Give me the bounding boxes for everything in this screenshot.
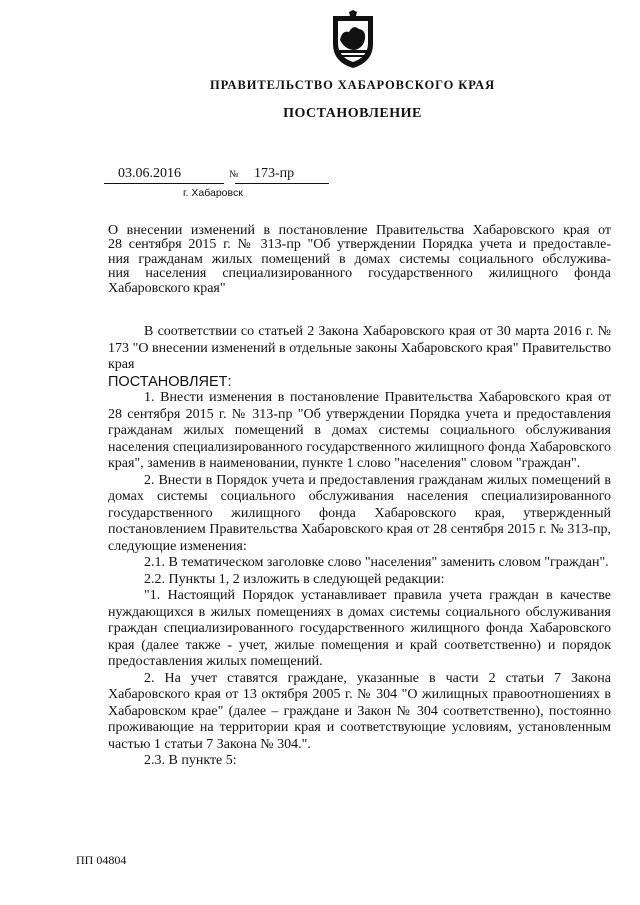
title-line: О внесении изменений в постановление Правительства Хабаровского края от	[108, 223, 611, 238]
organization-heading: ПРАВИТЕЛЬСТВО ХАБАРОВСКОГО КРАЯ	[209, 78, 496, 92]
document-city: г. Хабаровск	[183, 187, 243, 199]
paragraph-2-2: 2.2. Пункты 1, 2 изложить в следующей редакции:	[144, 571, 445, 587]
document-body	[108, 324, 611, 770]
quoted-paragraph-1: "1. Настоящий Порядок устанавливает правила учета граждан в качестве нуждающихся в жилых помещениях в домах системы социального обслуживания граждан специализированного государственного жилищного фонда Хабаровского края (далее также - учет, жилые помещения и край соответственно) и порядок предоставления жилых помещений.	[108, 588, 611, 669]
title-line: ния населения специализированного государственного жилищного фонда	[108, 266, 611, 282]
document-title	[108, 224, 611, 296]
document-date: 03.06.2016	[118, 166, 181, 181]
paragraph-2: 2. Внести в Порядок учета и предоставления гражданам жилых помещений в домах системы социального обслуживания населения специализированного государственного жилищного фонда Хабаровского края, утвержденный постановлением Правительства Хабаровского края от 28 сентября 2015 г. № 313-пр, следующие изменения:	[108, 472, 611, 554]
paragraph-1: 1. Внести изменения в постановление Правительства Хабаровского края от 28 сентября 2015 г. № 313-пр "Об утверждении Порядка учета и предоставления гражданам жилых помещений в домах системы социального обслуживания населения специализированного государственного жилищного фонда Хабаровского края", заменив в наименовании, пункте 1 слово "населения" словом "граждан".	[108, 390, 611, 471]
document-number: 173-пр	[254, 166, 295, 181]
decree-word: ПОСТАНОВЛЯЕТ:	[108, 373, 232, 390]
title-line: Хабаровского края"	[108, 280, 226, 296]
coat-of-arms-icon	[329, 10, 377, 70]
intro-paragraph: В соответствии со статьей 2 Закона Хабаровского края от 30 марта 2016 г. № 173 "О внесении изменений в отдельные законы Хабаровского края" Правительство края	[108, 324, 611, 372]
footer-code: ПП 04804	[76, 853, 127, 867]
date-underline	[104, 183, 224, 184]
title-line: 28 сентября 2015 г. № 313-пр "Об утверждении Порядка учета и предоставле-	[108, 237, 611, 253]
title-line: ния гражданам жилых помещений в домах системы социального обслужива-	[108, 251, 611, 267]
paragraph-2-3: 2.3. В пункте 5:	[144, 753, 237, 768]
number-underline	[235, 183, 329, 184]
quoted-paragraph-2: 2. На учет ставятся граждане, указанные в части 2 статьи 7 Закона Хабаровского края от 13 октября 2005 г. № 304 "О жилищных правоотношениях в Хабаровском крае" (далее – граждане и Закон № 304 соответственно), постоянно проживающие на территории края и соответствующие условиям, установленным частью 1 статьи 7 Закона № 304.".	[108, 670, 611, 752]
number-sign: №	[229, 169, 239, 180]
document-type-heading: ПОСТАНОВЛЕНИЕ	[283, 106, 422, 121]
paragraph-2-1: 2.1. В тематическом заголовке слово "населения" заменить словом "граждан".	[144, 555, 609, 570]
